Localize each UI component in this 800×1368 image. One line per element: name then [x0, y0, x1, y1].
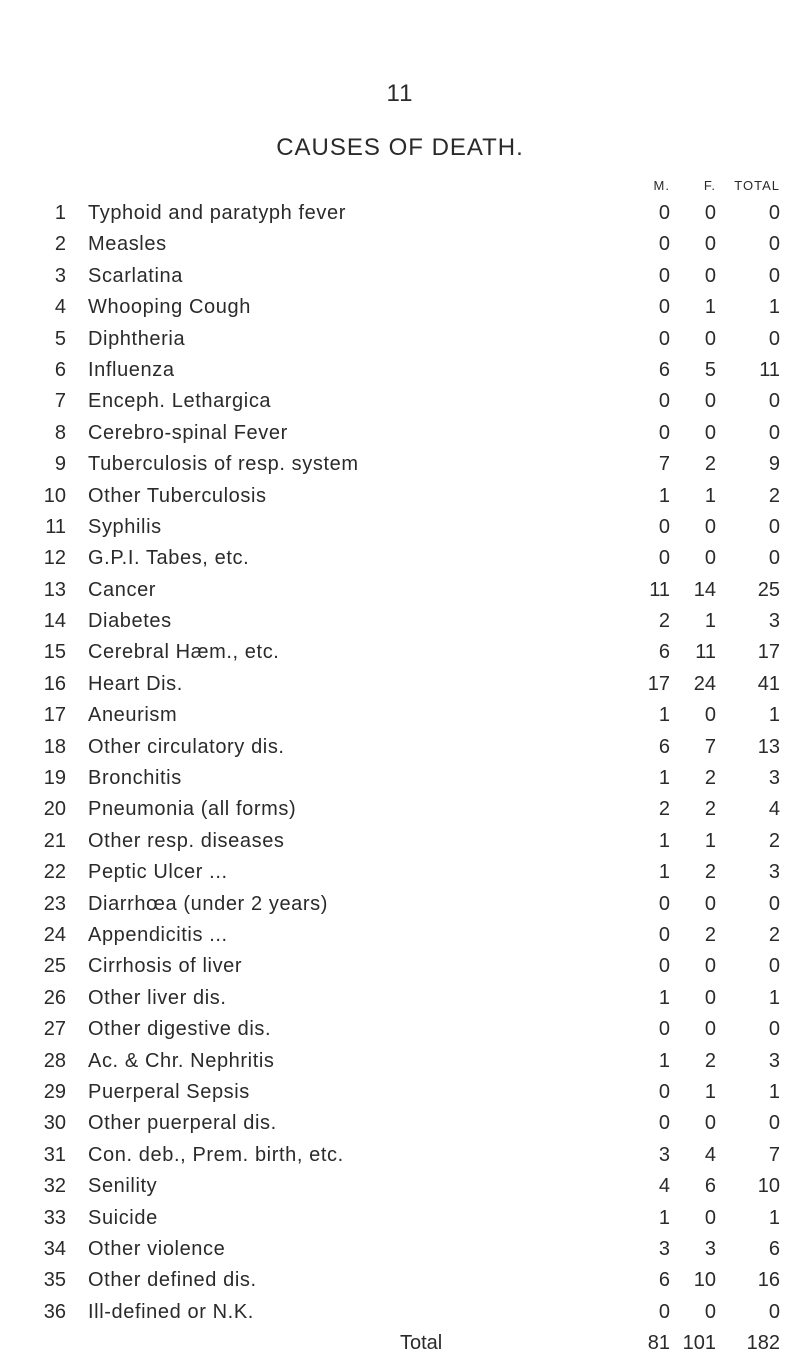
cause-label: Pneumonia (all forms): [88, 798, 297, 821]
female-count: 2: [704, 923, 716, 946]
total-count: 13: [757, 735, 780, 758]
female-count: 0: [704, 547, 716, 570]
cause-label: Diarrhœa (under 2 years): [88, 892, 329, 915]
cause-label: G.P.I. Tabes, etc.: [88, 547, 250, 570]
row-number: 17: [43, 704, 66, 727]
row-number: 18: [43, 735, 66, 758]
female-count: 6: [704, 1175, 716, 1198]
table-row: [0, 324, 800, 355]
total-count: 0: [768, 390, 780, 413]
total-count: 0: [768, 202, 780, 224]
male-count: 0: [658, 892, 670, 915]
table-row: [0, 1046, 800, 1077]
row-number: 10: [43, 484, 66, 507]
cause-label: Cerebral Hæm., etc.: [88, 641, 280, 664]
row-number: 20: [43, 798, 66, 821]
cause-label: Enceph. Lethargica: [88, 390, 272, 413]
total-count: 0: [768, 515, 780, 538]
female-count: 1: [704, 829, 716, 852]
table-row: [0, 386, 800, 417]
causes-table: [0, 198, 800, 1359]
table-row: [0, 606, 800, 637]
total-count: 0: [768, 1300, 780, 1323]
table-row: [0, 481, 800, 512]
total-count: 10: [757, 1175, 780, 1198]
table-row: [0, 732, 800, 763]
page-number: 11: [386, 80, 414, 107]
table-row: [0, 983, 800, 1014]
male-count: 1: [658, 484, 670, 507]
female-count: 0: [704, 1112, 716, 1135]
male-count: 6: [658, 1269, 670, 1292]
male-count: 0: [658, 955, 670, 978]
row-number: 32: [43, 1175, 66, 1198]
male-count: 0: [658, 1300, 670, 1323]
total-count: 1: [768, 1080, 780, 1103]
table-row: [0, 1077, 800, 1108]
row-number: 7: [54, 390, 66, 413]
male-count: 0: [658, 547, 670, 570]
male-count: 1: [658, 861, 670, 884]
table-row: [0, 857, 800, 888]
row-number: 29: [43, 1080, 66, 1103]
total-count: 0: [768, 547, 780, 570]
total-count: 41: [757, 672, 780, 695]
male-count: 7: [658, 453, 670, 476]
row-number: 24: [43, 923, 66, 946]
row-number: 31: [43, 1143, 66, 1166]
row-number: 19: [43, 767, 66, 790]
table-row: [0, 449, 800, 480]
row-number: 21: [43, 829, 66, 852]
cause-label: Peptic Ulcer ...: [88, 861, 228, 884]
female-count: 5: [704, 358, 716, 381]
cause-label: Cirrhosis of liver: [88, 955, 243, 978]
row-number: 2: [54, 233, 66, 256]
row-number: 5: [54, 327, 66, 350]
female-count: 0: [704, 390, 716, 413]
row-number: 26: [43, 986, 66, 1009]
table-row: [0, 1234, 800, 1265]
male-count: 0: [658, 327, 670, 350]
cause-label: Cancer: [88, 578, 157, 601]
row-number: 11: [45, 515, 66, 538]
female-count: 24: [693, 672, 716, 695]
female-count: 10: [693, 1269, 716, 1292]
cause-label: Other puerperal dis.: [88, 1112, 277, 1135]
male-count: 0: [658, 1112, 670, 1135]
cause-label: Other digestive dis.: [88, 1018, 272, 1041]
male-count: 0: [658, 233, 670, 256]
total-count: 1: [768, 1206, 780, 1229]
female-count: 3: [704, 1237, 716, 1260]
female-count: 2: [704, 1049, 716, 1072]
total-count: 0: [768, 1112, 780, 1135]
total-count: 0: [768, 327, 780, 350]
cause-label: Other liver dis.: [88, 986, 227, 1009]
cause-label: Scarlatina: [88, 264, 183, 287]
male-count: 3: [658, 1237, 670, 1260]
row-number: 6: [54, 358, 66, 381]
female-count: 0: [704, 1206, 716, 1229]
table-row: [0, 261, 800, 292]
cause-label: Other Tuberculosis: [88, 484, 267, 507]
female-count: 4: [704, 1143, 716, 1166]
table-row: [0, 418, 800, 449]
table-row: [0, 700, 800, 731]
row-number: 4: [54, 296, 66, 319]
female-count: 11: [695, 641, 716, 664]
cause-label: Ill-defined or N.K.: [88, 1300, 254, 1323]
row-number: 23: [43, 892, 66, 915]
table-row: [0, 951, 800, 982]
cause-label: Heart Dis.: [88, 672, 183, 695]
cause-label: Other resp. diseases: [88, 829, 285, 852]
table-row: [0, 198, 800, 229]
column-header-f: F.: [703, 178, 716, 193]
cause-label: Whooping Cough: [88, 296, 251, 319]
cause-label: Syphilis: [88, 515, 162, 538]
table-row: [0, 1108, 800, 1139]
grand-total: 182: [746, 1332, 780, 1355]
row-number: 8: [54, 421, 66, 444]
cause-label: Typhoid and paratyph fever: [88, 202, 346, 224]
table-row: [0, 763, 800, 794]
male-count: 4: [658, 1175, 670, 1198]
total-row: [0, 1328, 800, 1359]
male-count: 0: [658, 421, 670, 444]
female-count: 7: [704, 735, 716, 758]
cause-label: Influenza: [88, 358, 175, 381]
male-count: 0: [658, 202, 670, 224]
total-count: 2: [768, 923, 780, 946]
row-number: 13: [43, 578, 66, 601]
row-number: 35: [43, 1269, 66, 1292]
total-count: 0: [768, 264, 780, 287]
female-count: 1: [704, 296, 716, 319]
table-row: [0, 920, 800, 951]
total-count: 1: [768, 986, 780, 1009]
total-count: 6: [768, 1237, 780, 1260]
female-count: 0: [704, 264, 716, 287]
female-count: 2: [704, 767, 716, 790]
cause-label: Other defined dis.: [88, 1269, 257, 1292]
table-row: [0, 575, 800, 606]
total-count: 1: [768, 296, 780, 319]
female-count: 0: [704, 892, 716, 915]
male-count: 6: [658, 735, 670, 758]
cause-label: Cerebro-spinal Fever: [88, 421, 288, 444]
cause-label: Diabetes: [88, 610, 172, 633]
cause-label: Puerperal Sepsis: [88, 1080, 250, 1103]
female-count: 0: [704, 955, 716, 978]
total-count: 3: [768, 1049, 780, 1072]
male-count: 0: [658, 1018, 670, 1041]
male-count: 6: [658, 358, 670, 381]
table-row: [0, 637, 800, 668]
row-number: 22: [43, 861, 66, 884]
column-header-m: M.: [653, 178, 670, 193]
cause-label: Suicide: [88, 1206, 158, 1229]
row-number: 34: [43, 1237, 66, 1260]
female-count: 14: [693, 578, 716, 601]
total-count: 0: [768, 955, 780, 978]
female-count: 0: [704, 202, 716, 224]
male-count: 0: [658, 923, 670, 946]
row-number: 1: [54, 202, 66, 224]
female-count: 1: [704, 1080, 716, 1103]
table-row: [0, 543, 800, 574]
total-count: 0: [768, 233, 780, 256]
male-count: 1: [658, 1206, 670, 1229]
cause-label: Other circulatory dis.: [88, 735, 285, 758]
row-number: 12: [43, 547, 66, 570]
female-count: 1: [704, 484, 716, 507]
table-row: [0, 826, 800, 857]
total-count: 17: [757, 641, 780, 664]
total-count: 2: [768, 484, 780, 507]
total-count: 16: [757, 1269, 780, 1292]
page-title: CAUSES OF DEATH.: [276, 134, 524, 161]
male-count: 1: [658, 704, 670, 727]
row-number: 9: [54, 453, 66, 476]
cause-label: Con. deb., Prem. birth, etc.: [88, 1143, 344, 1166]
female-count: 2: [704, 861, 716, 884]
column-header-total: TOTAL: [734, 178, 780, 193]
female-count: 0: [704, 515, 716, 538]
table-row: [0, 1140, 800, 1171]
total-count: 0: [768, 421, 780, 444]
male-count: 0: [658, 264, 670, 287]
male-count: 17: [647, 672, 670, 695]
cause-label: Tuberculosis of resp. system: [88, 453, 359, 476]
total-count: 4: [768, 798, 780, 821]
row-number: 36: [43, 1300, 66, 1323]
table-row: [0, 1297, 800, 1328]
table-row: [0, 1203, 800, 1234]
row-number: 33: [43, 1206, 66, 1229]
total-count: 25: [757, 578, 780, 601]
female-count: 0: [704, 421, 716, 444]
female-count: 0: [704, 233, 716, 256]
total-count: 9: [768, 453, 780, 476]
table-row: [0, 794, 800, 825]
male-count: 11: [649, 578, 670, 601]
table-row: [0, 292, 800, 323]
table-row: [0, 1171, 800, 1202]
female-count: 0: [704, 1018, 716, 1041]
male-count: 3: [658, 1143, 670, 1166]
cause-label: Ac. & Chr. Nephritis: [88, 1049, 275, 1072]
female-count: 0: [704, 986, 716, 1009]
male-count: 0: [658, 296, 670, 319]
male-count: 0: [658, 1080, 670, 1103]
total-count: 3: [768, 861, 780, 884]
row-number: 30: [43, 1112, 66, 1135]
cause-label: Other violence: [88, 1237, 226, 1260]
row-number: 15: [43, 641, 66, 664]
cause-label: Diphtheria: [88, 327, 186, 350]
total-count: 1: [768, 704, 780, 727]
total-count: 3: [768, 610, 780, 633]
female-count: 2: [704, 798, 716, 821]
male-count: 1: [658, 986, 670, 1009]
total-count: 0: [768, 1018, 780, 1041]
row-number: 28: [43, 1049, 66, 1072]
female-total: 101: [682, 1332, 716, 1355]
table-row: [0, 889, 800, 920]
female-count: 0: [704, 1300, 716, 1323]
total-label: Total: [400, 1332, 443, 1355]
female-count: 0: [704, 327, 716, 350]
male-count: 1: [658, 767, 670, 790]
male-count: 2: [658, 798, 670, 821]
total-count: 11: [759, 358, 780, 381]
total-count: 2: [768, 829, 780, 852]
table-row: [0, 355, 800, 386]
female-count: 0: [704, 704, 716, 727]
female-count: 1: [704, 610, 716, 633]
total-count: 3: [768, 767, 780, 790]
male-count: 0: [658, 390, 670, 413]
cause-label: Measles: [88, 233, 167, 256]
cause-label: Appendicitis ...: [88, 923, 228, 946]
table-row: [0, 229, 800, 260]
male-count: 1: [658, 1049, 670, 1072]
cause-label: Bronchitis: [88, 767, 182, 790]
total-count: 0: [768, 892, 780, 915]
row-number: 25: [43, 955, 66, 978]
row-number: 16: [43, 672, 66, 695]
male-count: 6: [658, 641, 670, 664]
table-row: [0, 512, 800, 543]
row-number: 3: [54, 264, 66, 287]
table-row: [0, 1014, 800, 1045]
table-row: [0, 1265, 800, 1296]
male-count: 1: [658, 829, 670, 852]
total-count: 7: [768, 1143, 780, 1166]
male-count: 2: [658, 610, 670, 633]
table-row: [0, 669, 800, 700]
male-count: 0: [658, 515, 670, 538]
row-number: 14: [43, 610, 66, 633]
row-number: 27: [43, 1018, 66, 1041]
female-count: 2: [704, 453, 716, 476]
male-total: 81: [647, 1332, 670, 1355]
cause-label: Aneurism: [88, 704, 178, 727]
cause-label: Senility: [88, 1175, 158, 1198]
